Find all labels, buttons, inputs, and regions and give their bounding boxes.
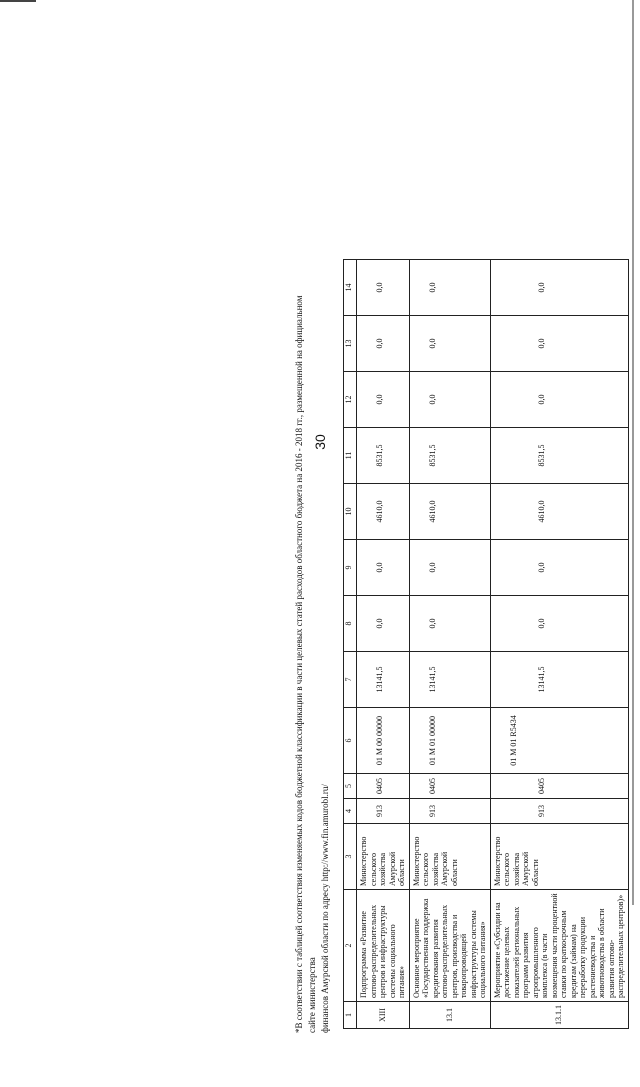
row-value: 0,0 [357, 260, 410, 316]
row-value: 8531,5 [357, 428, 410, 484]
row-value: 0,0 [409, 260, 490, 316]
scan-edge-right [632, 0, 634, 905]
table-row [357, 260, 410, 1029]
row-name: Мероприятие «Субсидии на достижение целевых показателей региональных программ развития агропромышленного комплекса (в части возмещения части процентной ставки по краткосрочным кредитам (займам) на переработку продукции растениеводства и животноводства в области развития оптово-распределительных центров)» [490, 890, 628, 1002]
row-value: 0,0 [490, 540, 628, 596]
budget-table [343, 259, 629, 1029]
row-name: Основное мероприятие «Государственная поддержка кредитования развития оптово-распределительных центров, производства и товаропроводящей инфраструктуры системы социального питания» [409, 890, 490, 1002]
rotated-page [65, 232, 625, 1087]
column-number: 1 [344, 1002, 357, 1029]
row-name: Подпрограмма «Развитие оптово-распределительных центров и инфраструктуры системы социального питания» [357, 890, 410, 1002]
row-executor: Министерство сельского хозяйства Амурской области [409, 824, 490, 890]
scan-edge-top [0, 0, 36, 2]
row-rz: 0405 [357, 774, 410, 799]
row-grbs: 913 [490, 799, 628, 824]
footnote-line-1: *В соответствии с таблицей соответствия изменяемых кодов бюджетной классификации в части целевых статей расходов областного бюджета на 2016 - 2018 гг., размещенной на официальном сайте министерства [294, 295, 317, 1033]
row-total: 13141,5 [490, 652, 628, 708]
row-value: 0,0 [490, 260, 628, 316]
row-csr: 01 М 01 00000 [409, 708, 490, 774]
column-number: 7 [344, 652, 357, 708]
row-total: 13141,5 [357, 652, 410, 708]
row-value: 0,0 [357, 596, 410, 652]
row-value: 0,0 [409, 596, 490, 652]
footnote-line-2: финансов Амурской области по адресу http://www.fin.amurobl.ru/ [320, 784, 330, 1033]
row-value: 4610,0 [409, 484, 490, 540]
row-value: 0,0 [357, 372, 410, 428]
row-value: 0,0 [357, 540, 410, 596]
column-number: 11 [344, 428, 357, 484]
row-grbs: 913 [409, 799, 490, 824]
row-value: 0,0 [490, 316, 628, 372]
column-number: 8 [344, 596, 357, 652]
row-value: 8531,5 [490, 428, 628, 484]
row-grbs: 913 [357, 799, 410, 824]
row-total: 13141,5 [409, 652, 490, 708]
footnote [293, 273, 332, 1033]
row-number: 13.1 [409, 1002, 490, 1029]
column-number: 5 [344, 774, 357, 799]
column-number: 10 [344, 484, 357, 540]
row-csr: 01 М 01 R5434 [490, 708, 628, 774]
row-number: 13.1.1 [490, 1002, 628, 1029]
row-value: 0,0 [409, 316, 490, 372]
row-rz: 0405 [409, 774, 490, 799]
row-csr: 01 М 00 00000 [357, 708, 410, 774]
page-number-text: 30 [311, 434, 328, 450]
column-number: 4 [344, 799, 357, 824]
column-number: 14 [344, 260, 357, 316]
column-number: 2 [344, 890, 357, 1002]
column-number: 9 [344, 540, 357, 596]
row-executor: Министерство сельского хозяйства Амурской области [490, 824, 628, 890]
column-number-row [344, 260, 357, 1029]
table-row [490, 260, 628, 1029]
row-value: 8531,5 [409, 428, 490, 484]
row-value: 0,0 [357, 316, 410, 372]
row-value: 0,0 [409, 372, 490, 428]
row-number: XIII [357, 1002, 410, 1029]
row-value: 0,0 [490, 596, 628, 652]
column-number: 12 [344, 372, 357, 428]
column-number: 3 [344, 824, 357, 890]
column-number: 6 [344, 708, 357, 774]
column-number: 13 [344, 316, 357, 372]
table-row [409, 260, 490, 1029]
row-rz: 0405 [490, 774, 628, 799]
row-executor: Министерство сельского хозяйства Амурской области [357, 824, 410, 890]
row-value: 0,0 [409, 540, 490, 596]
row-value: 4610,0 [357, 484, 410, 540]
row-value: 4610,0 [490, 484, 628, 540]
row-value: 0,0 [490, 372, 628, 428]
